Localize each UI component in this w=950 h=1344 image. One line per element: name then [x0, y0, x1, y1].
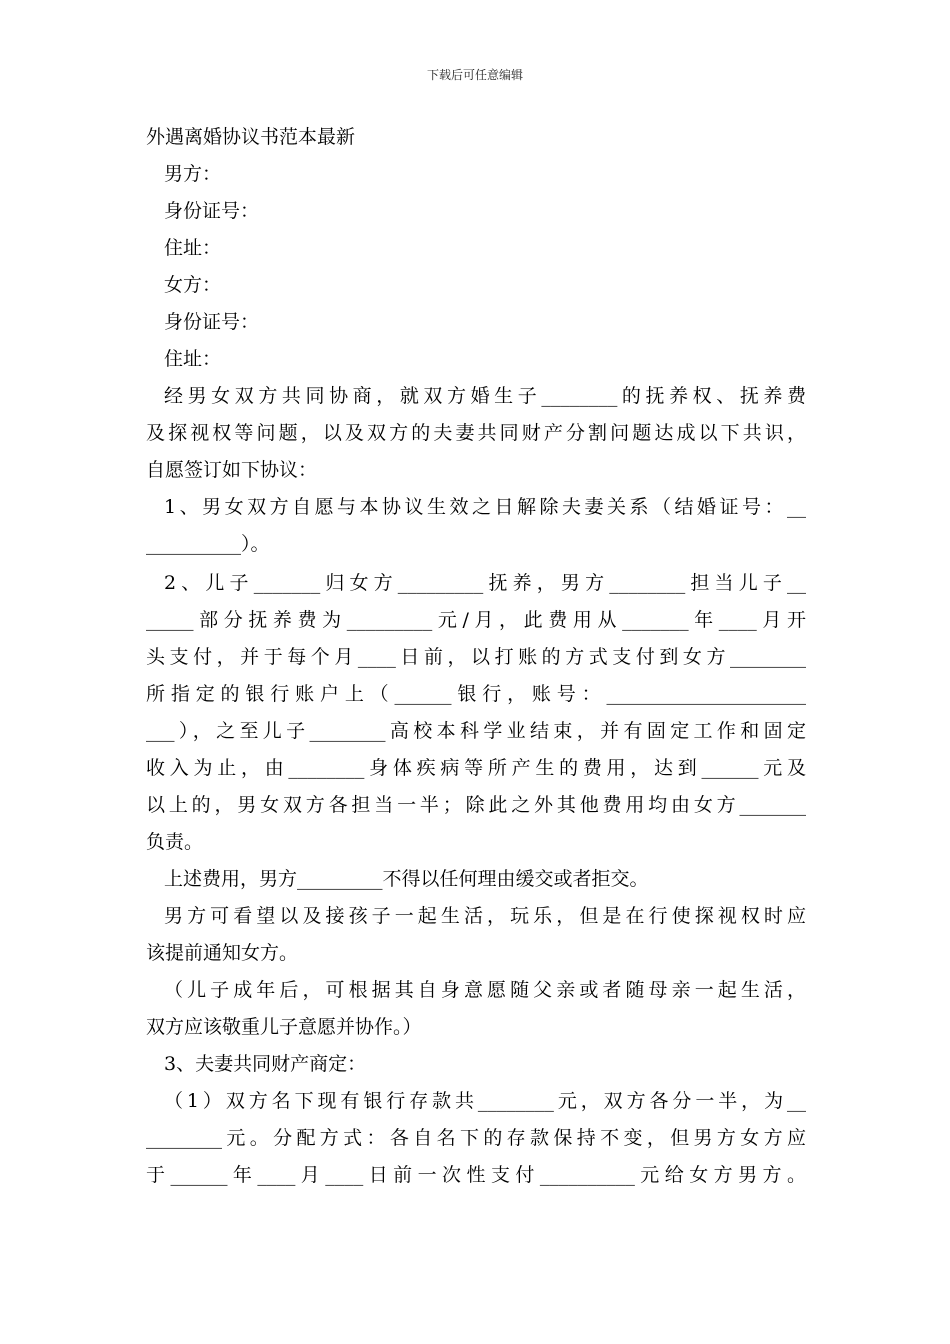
- paragraph-line: 经男女双方共同协商，就双方婚生子________的抚养权、抚养费: [164, 385, 806, 407]
- paragraph-line: 双方应该敬重儿子意愿并协作。）: [146, 1016, 422, 1038]
- paragraph-line: 自愿签订如下协议：: [146, 459, 318, 481]
- clause-3-line: ________元。分配方式：各自名下的存款保持不变，但男方女方应: [146, 1127, 806, 1149]
- clause-2-line: 以上的，男女双方各担当一半；除此之外其他费用均由女方_______: [146, 794, 806, 816]
- paragraph-line: 及探视权等问题，以及双方的夫妻共同财产分割问题达成以下共识，: [146, 422, 806, 444]
- party-female-id-label: 身份证号：: [164, 311, 260, 333]
- clause-1-line: __________）。: [146, 533, 270, 555]
- clause-3-line: 于______年____月____日前一次性支付__________元给女方男方。: [146, 1164, 806, 1186]
- page-header-note: 下载后可任意编辑: [426, 68, 523, 82]
- clause-2-line: 负责。: [146, 831, 204, 853]
- clause-2-line: 所指定的银行账户上（______银行，账号：_____________________: [146, 683, 806, 705]
- clause-2-line: _____部分抚养费为_________元/月，此费用从_______年____月开: [146, 609, 806, 631]
- party-female-label: 女方：: [164, 274, 222, 296]
- paragraph-line: （儿子成年后，可根据其自身意愿随父亲或者随母亲一起生活，: [164, 979, 806, 1001]
- paragraph-line: 上述费用，男方_________不得以任何理由缓交或者拒交。: [164, 868, 649, 890]
- party-male-id-label: 身份证号：: [164, 200, 260, 222]
- party-male-label: 男方：: [164, 163, 222, 185]
- clause-2-line: 2、儿子_______归女方_________抚养，男方________担当儿子__: [164, 572, 806, 594]
- clause-1-line: 1、男女双方自愿与本协议生效之日解除夫妻关系（结婚证号：__: [164, 496, 806, 518]
- paragraph-line: 该提前通知女方。: [146, 942, 299, 964]
- clause-2-line: 收入为止，由________身体疾病等所产生的费用，达到______元及: [146, 757, 806, 779]
- paragraph-line: 男方可看望以及接孩子一起生活，玩乐，但是在行使探视权时应: [164, 905, 806, 927]
- clause-2-line: ___），之至儿子________高校本科学业结束，并有固定工作和固定: [146, 720, 806, 742]
- party-male-address-label: 住址：: [164, 237, 222, 259]
- clause-3-heading: 3、夫妻共同财产商定：: [164, 1053, 367, 1075]
- clause-3-line: （1）双方名下现有银行存款共________元，双方各分一半，为__: [164, 1090, 806, 1112]
- clause-2-line: 头支付，并于每个月____日前，以打账的方式支付到女方________: [146, 646, 806, 668]
- party-female-address-label: 住址：: [164, 348, 222, 370]
- document-title: 外遇离婚协议书范本最新: [146, 126, 356, 148]
